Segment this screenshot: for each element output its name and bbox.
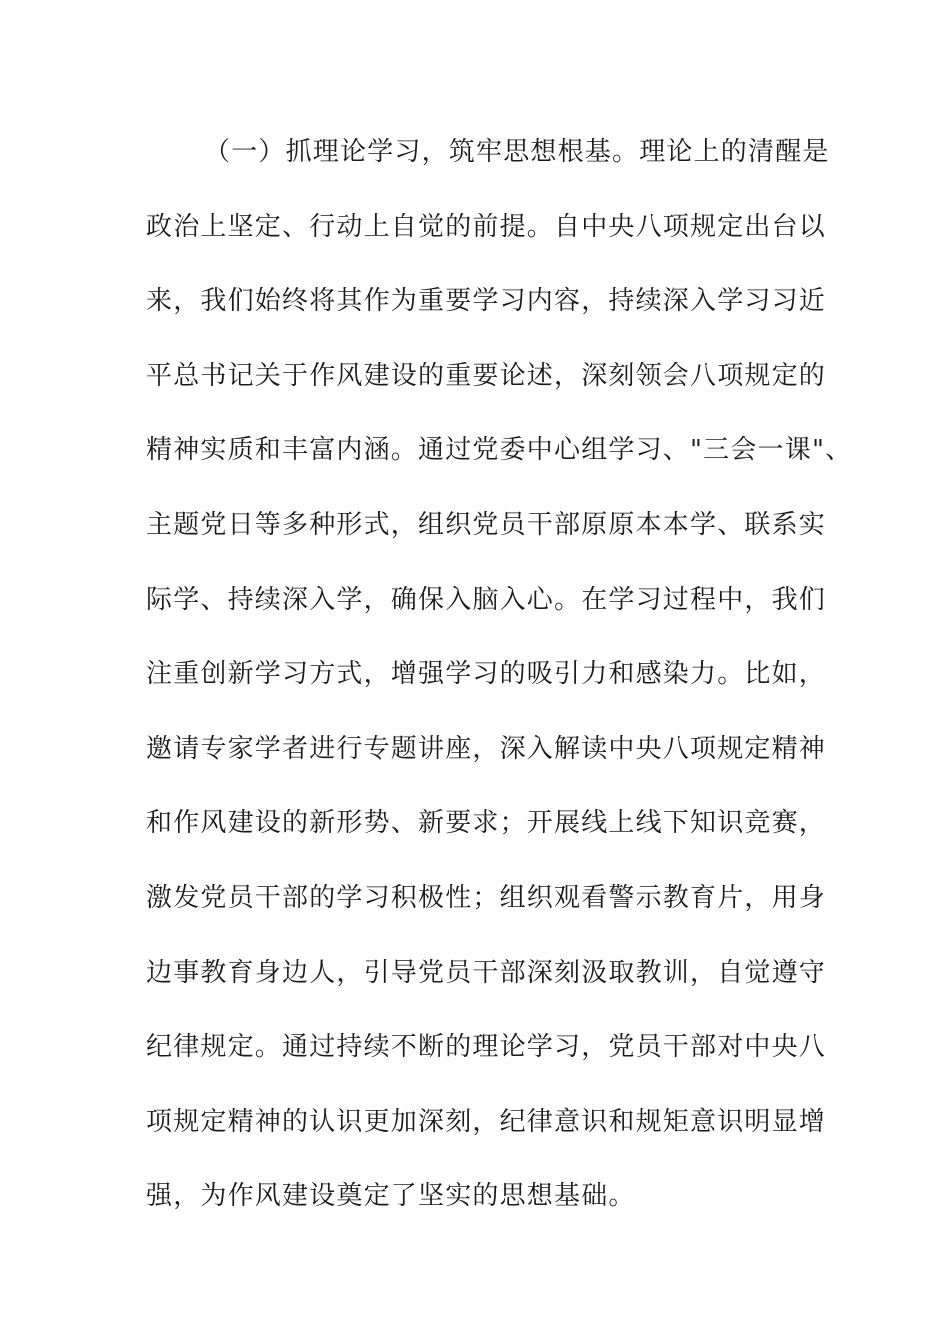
body-paragraph <box>146 127 853 1246</box>
paragraph-line: 际学、持续深入学，确保入脑入心。在学习过程中，我们 <box>146 584 827 615</box>
paragraph-line: 来，我们始终将其作为重要学习内容，持续深入学习习近 <box>146 286 827 317</box>
paragraph-line: 主题党日等多种形式，组织党员干部原原本本学、联系实 <box>146 509 827 540</box>
paragraph-line: 强，为作风建设奠定了坚实的思想基础。 <box>146 1181 636 1212</box>
paragraph-line: 和作风建设的新形势、新要求；开展线上线下知识竞赛， <box>146 808 827 839</box>
paragraph-line: 平总书记关于作风建设的重要论述，深刻领会八项规定的 <box>146 360 827 391</box>
paragraph-line: 注重创新学习方式，增强学习的吸引力和感染力。比如， <box>146 659 827 690</box>
paragraph-line: （一）抓理论学习，筑牢思想根基。理论上的清醒是 <box>204 137 830 167</box>
paragraph-line: 纪律规定。通过持续不断的理论学习，党员干部对中央八 <box>146 1032 827 1063</box>
paragraph-line: 激发党员干部的学习积极性；组织观看警示教育片，用身 <box>146 882 827 913</box>
paragraph-line: 项规定精神的认识更加深刻，纪律意识和规矩意识明显增 <box>146 1106 827 1137</box>
paragraph-line: 政治上坚定、行动上自觉的前提。自中央八项规定出台以 <box>146 211 827 242</box>
paragraph-line: 邀请专家学者进行专题讲座，深入解读中央八项规定精神 <box>146 733 827 764</box>
paragraph-line: 边事教育身边人，引导党员干部深刻汲取教训，自觉遵守 <box>146 957 827 988</box>
paragraph-line: 精神实质和丰富内涵。通过党委中心组学习、"三会一课"、 <box>146 435 853 466</box>
